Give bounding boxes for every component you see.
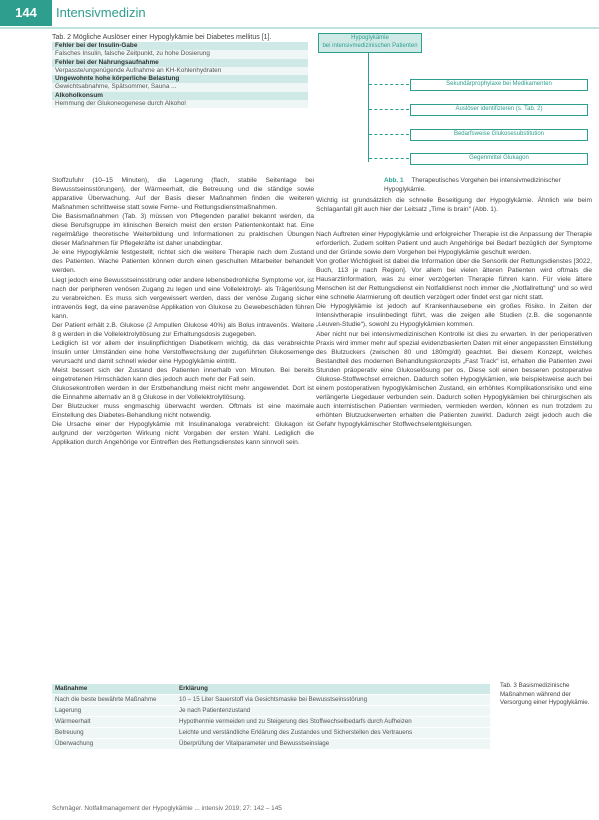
left-text-column [52, 176, 314, 447]
figure-label: Abb. 1 [384, 177, 404, 184]
flow-box: Bedarfsweise Glukosesubstitution [410, 129, 588, 141]
flow-connector [369, 158, 409, 159]
table1-row: Hemmung der Glukoneogenese durch Alkohol [52, 100, 308, 108]
flow-connector [369, 134, 409, 135]
paragraph: Meist bessert sich der Zustand des Patienten innerhalb von Minuten. Bei bereits eingetretenen Hirnschäden kann dies jedoch auch mehr der Fall sein. [52, 366, 314, 384]
flow-top-box: Hypoglykämie bei intensivmedizinischen Patienten [318, 33, 422, 53]
table2-cell: Überwachung [55, 740, 94, 747]
right-column-intro: Wichtig ist grundsätzlich die schnelle Beseitigung der Hypoglykämie. Ähnlich wie beim Schlaganfall gilt auch hier der Leitsatz „Time is brain“ (Abb. 1). [316, 197, 592, 214]
flow-box: Gegenmittel Glukagon [410, 153, 588, 165]
paragraph: Die Hypoglykämie ist jedoch auf Krankenhausebene ein großes Risiko. In Zeiten der Intensivtherapie insulinbedingt führt, was die zeigen alle Studien (z.B. die sogenannte „Leuven-Studie“), sowohl zu Hypoglykämien kommen. [316, 303, 592, 329]
table2-header-cell: Erklärung [179, 685, 208, 692]
paragraph: Aber nicht nur bei intensivmedizinischen Kontrolle ist dies zu erwarten. In der perioperativen Praxis wird immer mehr auf spezial evidenzbasierten Daten mit einer angepassten Einstellung des Blutzuckers (zwischen 80 und 180mg/dl) geachtet. Bei diesem Konzept, welches Bestandteil des modernen Behandlungskonzepts „Fast Track“ ist, erhalten die Patienten zwei Stunden präoperativ eine Glukoselösung per os. Diese soll einen besseren postoperative Glukose-Stoffwechsel erreichen. Dadurch sollen Hypoglykämien, wie beispielsweise auch bei einem postoperativen hypoglykämischen Zustand, ein erhöhtes Komplikationsrisiko und eine verlängerte Liegedauer verbunden sein. Dadurch sollen Hypoglykämien bei chirurgischen als auch internistischen Patienten vermieden, vermieden werden, können es nun trotzdem zu erhöhten Blutzuckerwerten erhalten die Patienten zuwirkt. Dadurch zeigt jedoch auch die Gefahr hypoglykämischer Stoffwechselentgleisungen. [316, 330, 592, 428]
table2-cell: Je nach Patientenzustand [179, 707, 251, 714]
paragraph: Stoffzufuhr (10–15 Minuten), die Lagerung (flach, stabile Seitenlage bei Bewusstseinsstörungen), der Wärmeerhalt, die Betreuung und die ständige sowie apparative Überwachung. Auf der Basis dieser Maßnahmen finden die weiteren Maßnahmen schrittweise statt sowie Ferne- und Rettungsdienstmaßnahmen. [52, 177, 314, 212]
table2-cell: Lagerung [55, 707, 82, 714]
figure-caption-text: Therapeutisches Vorgehen bei intensivmedizinischer Hypoglykämie. [384, 177, 561, 193]
flow-box: Auslöser identifizieren (s. Tab. 2) [410, 104, 588, 116]
paragraph: Lediglich ist vor allem der insulinpflichtigen Diabetikern wichtig, da das verabreichte Insulin unter Umständen eine hohe Verstoffwechslung der zugeführten Glukosemenge verursacht und damit schnell wieder eine Hypoglykämie eintritt. [52, 339, 314, 365]
paragraph: Von großer Wichtigkeit ist dabei die Information über die Sensorik der Rettungsdienstes [3022, Buch, 113 je nach Region]. Vor allem bei vielen älteren Patienten wird oftmals die Hausarztinformation, was zu einer verzögerten Therapie führen kann. Für viele ältere Menschen ist der Rettungsdienst ein Notfalldienst noch immer die „Notfallrettung“ und so wird eine schnelle Alarmierung oft deutlich verzögert oder findet erst gar nicht statt. [316, 258, 592, 302]
paragraph: Die Ursache einer der Hypoglykämie mit Insulinanaloga verabreicht: Glukagon ist aufgrund der verzögerten Wirkung nicht Vorgaben der ersten Wahl. Lediglich die Applikation durch Angehörige vor Eintreffen des Rettungsdienstes kann sinnvoll sein. [52, 421, 314, 447]
flow-box: Sekundärprophylaxe bei Medikamenten [410, 79, 588, 91]
table1-row: Verpasste/ungenügende Aufnahme an KH-Kohlenhydraten [52, 67, 308, 75]
table1 [52, 42, 308, 108]
paragraph: Der Blutzucker muss engmaschig überwacht werden. Oftmals ist eine maximale Einstellung des Diabetes-Behandlung nicht notwendig. [52, 403, 314, 420]
table1-row: Ungewohnte hohe körperliche Belastung [52, 75, 308, 83]
flow-stem [368, 52, 369, 162]
table2-cell: Wärmeerhalt [55, 718, 91, 725]
table2-cell: Überprüfung der Vitalparameter und Bewusstseinslage [179, 740, 330, 747]
table1-row: Fehler bei der Nahrungsaufnahme [52, 59, 308, 67]
flow-connector [369, 84, 409, 85]
table2-header [52, 684, 490, 694]
paragraph: Der Patient erhält z.B. Glukose (2 Ampullen Glukose 40%) als Bolus intravenös. Weitere 8 g werden in die Vollelektrolytlösung zur Erhaltungsdosis zugegeben. [52, 321, 314, 338]
table2-caption: Tab. 3 Basismedizinische Maßnahmen während der Versorgung einer Hypoglykämie. [500, 682, 590, 706]
paragraph: Nach Auftreten einer Hypoglykämie und erfolgreicher Therapie ist die Anpassung der Therapie erforderlich. Zudem sollten Patient und auch Angehörige bei Bedarf bezüglich der Symptome und der Gründe sowie dem Vorgehen bei Hypoglykämie geschult werden. [316, 231, 592, 257]
table1-row: Gewichtsabnahme, Spätsommer, Sauna ... [52, 83, 308, 91]
figure-caption [384, 176, 594, 194]
table2-row [52, 705, 490, 716]
table2-cell: 10 – 15 Liter Sauerstoff via Gesichtsmaske bei Bewusstseinsstörung [179, 696, 368, 703]
table2-cell: Leichte und verständliche Erklärung des Zustandes und Sicherstellen des Vertrauens [179, 729, 413, 736]
table2-header-cell: Maßnahme [55, 685, 88, 692]
right-text-column [316, 230, 592, 429]
table2 [52, 684, 490, 749]
section-title: Intensivmedizin [56, 5, 146, 20]
table1-caption: Tab. 2 Mögliche Auslöser einer Hypoglykämie bei Diabetes mellitus [1]. [52, 34, 272, 41]
table2-cell: Hypothermie vermeiden und zu Steigerung des Stoffwechselbedarfs durch Aufheizen [179, 718, 412, 725]
table2-row [52, 694, 490, 705]
table1-row: Alkoholkonsum [52, 92, 308, 100]
flow-connector [369, 109, 409, 110]
table1-row: Falsches Insulin, falsche Zeitpunkt, zu hohe Dosierung [52, 50, 308, 58]
table2-row [52, 716, 490, 727]
table1-row: Fehler bei der Insulin-Gabe [52, 42, 308, 50]
footer-citation: Schmäger. Notfallmanagement der Hypoglykämie ... intensiv 2019; 27: 142 – 145 [52, 805, 282, 812]
table2-row [52, 738, 490, 749]
table2-cell: Betreuung [55, 729, 84, 736]
page-number: 144 [0, 0, 52, 26]
paragraph: Je eine Hypoglykämie festgestellt, richtet sich die weitere Therapie nach dem Zustand des Patienten. Wache Patienten können durch einen geschulten Mitarbeiter behandelt werden. [52, 249, 314, 275]
paragraph: Die Basismaßnahmen (Tab. 3) müssen von Pflegenden parallel bekannt werden, da diese Berufsgruppe im klinischen Bereich meist den ersten Patientenkontakt hat. Eine regelmäßige theoretische Weiterbildung und Informationen zu praktischen Übungen dieser Maßnahmen für Pflegekräfte ist daher unabdingbar. [52, 213, 314, 248]
paragraph: Liegt jedoch eine Bewusstseinsstörung oder andere lebensbedrohliche Symptome vor, ist nach der peripheren venösen Zugang zu legen und eine Vollelektrolyt- als Trägerlösung zu verabreichen. Es muss sich vergewissert werden, dass der venöse Zugang sicher intravenös liegt, da eine paravenöse Applikation von Glukose zu Gewebeschäden führen kann. [52, 276, 314, 320]
table2-row [52, 727, 490, 738]
header-divider [0, 27, 599, 29]
table2-cell: Nach die beste bewährte Maßnahme [55, 696, 157, 703]
paragraph: Glukosekontrollen werden in der Erstbehandlung meist nicht mehr angewendet. Dort ist die Einnahme alternativ an 8 g Glukose in der Vollelektrolytlösung. [52, 385, 314, 402]
